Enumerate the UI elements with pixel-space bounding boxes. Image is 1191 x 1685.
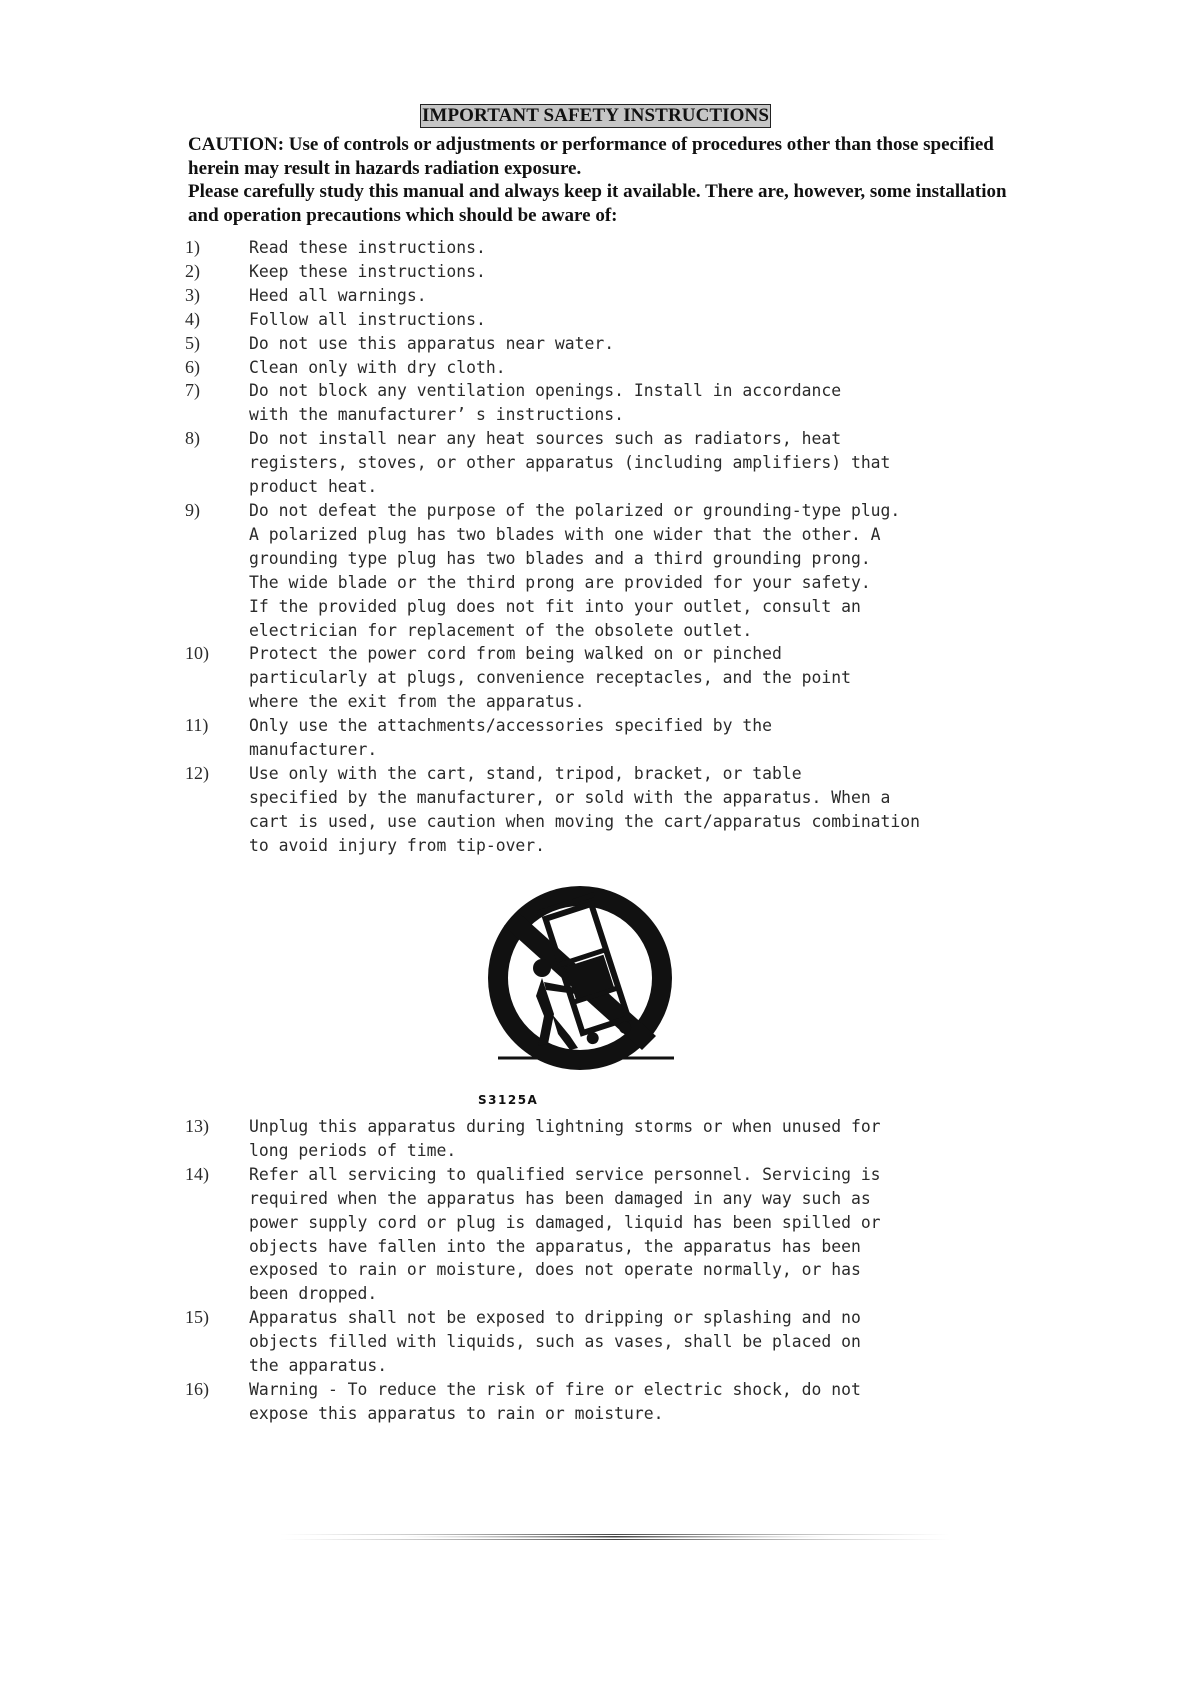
item-text: Do not defeat the purpose of the polarized or grounding-type plug. A polarized plug has two blades with one wider that the other. A grounding type plug has two blades and a third grounding prong. The wide blade or the third prong are provided for your safety. If the provided plug does not fit into your outlet, consult an electrician for replacement of the obsolete outlet. (249, 500, 901, 640)
list-item (185, 1163, 965, 1306)
list-item (185, 308, 965, 332)
item-text: Use only with the cart, stand, tripod, bracket, or table specified by the manufacturer, or sold with the apparatus. When a cart is used, use caution when moving the cart/apparatus combination to avoid injury from tip-over. (249, 763, 921, 855)
item-number: 11) (185, 715, 209, 736)
list-item (185, 762, 965, 858)
list-item (185, 499, 965, 642)
item-number: 15) (185, 1307, 209, 1328)
item-text: Refer all servicing to qualified service personnel. Servicing is required when the apparatus has been damaged in any way such as power supply cord or plug is damaged, liquid has been spilled or objects have fallen into the apparatus, the apparatus has been exposed to rain or moisture, does not operate normally, or has been dropped. (249, 1164, 881, 1304)
list-item (185, 379, 965, 427)
item-text: Follow all instructions. (249, 309, 486, 329)
footer-divider (280, 1532, 950, 1542)
item-text: Only use the attachments/accessories specified by the manufacturer. (249, 716, 773, 760)
item-text: Protect the power cord from being walked on or pinched particularly at plugs, convenience receptacles, and the point where the exit from the apparatus. (249, 644, 851, 712)
list-item (185, 642, 965, 714)
item-number: 9) (185, 499, 200, 520)
title-container (0, 104, 1191, 128)
figure-caption: S3125A (478, 1093, 539, 1107)
list-item (185, 356, 965, 380)
caution-paragraph: CAUTION: Use of controls or adjustments or performance of procedures other than those specified herein may result in hazards radiation exposure. (188, 134, 994, 179)
item-text: Do not block any ventilation openings. Install in accordance with the manufacturer’ s instructions. (249, 381, 842, 425)
list-item (185, 427, 965, 499)
item-text: Unplug this apparatus during lightning storms or when unused for long periods of time. (249, 1117, 881, 1160)
item-text: Clean only with dry cloth. (249, 357, 506, 377)
item-text: Do not install near any heat sources such as radiators, heat registers, stoves, or other apparatus (including amplifiers) that product heat. (249, 429, 891, 497)
item-text: Keep these instructions. (249, 261, 486, 281)
item-number: 4) (185, 308, 200, 329)
instruction-list-part-1 (185, 236, 965, 858)
list-item (185, 284, 965, 308)
list-item (185, 1306, 965, 1378)
list-item (185, 714, 965, 762)
item-number: 5) (185, 332, 200, 353)
item-number: 12) (185, 762, 209, 783)
item-number: 6) (185, 356, 200, 377)
list-item (185, 236, 965, 260)
caution-block (188, 133, 1018, 227)
item-number: 3) (185, 284, 200, 305)
item-number: 16) (185, 1378, 209, 1399)
item-text: Warning - To reduce the risk of fire or electric shock, do not expose this apparatus to rain or moisture. (249, 1379, 861, 1423)
item-number: 10) (185, 643, 209, 664)
page-title: IMPORTANT SAFETY INSTRUCTIONS (421, 105, 770, 126)
item-number: 8) (185, 428, 200, 449)
item-number: 7) (185, 380, 200, 401)
precaution-paragraph: Please carefully study this manual and always keep it available. There are, however, some installation and operation precautions which should be aware of: (188, 181, 1007, 226)
list-item (185, 260, 965, 284)
list-item (185, 1115, 965, 1163)
item-text: Read these instructions. (249, 238, 486, 257)
item-number: 13) (185, 1116, 209, 1136)
cart-tip-over-warning-icon (478, 886, 686, 1078)
item-text: Heed all warnings. (249, 285, 427, 305)
item-number: 2) (185, 260, 200, 281)
item-text: Do not use this apparatus near water. (249, 333, 615, 353)
item-text: Apparatus shall not be exposed to dripping or splashing and no objects filled with liquids, such as vases, shall be placed on the apparatus. (249, 1308, 861, 1376)
instruction-list-part-2 (185, 1115, 965, 1426)
list-item (185, 1378, 965, 1426)
item-number: 1) (185, 237, 200, 257)
item-number: 14) (185, 1163, 209, 1184)
list-item (185, 332, 965, 356)
